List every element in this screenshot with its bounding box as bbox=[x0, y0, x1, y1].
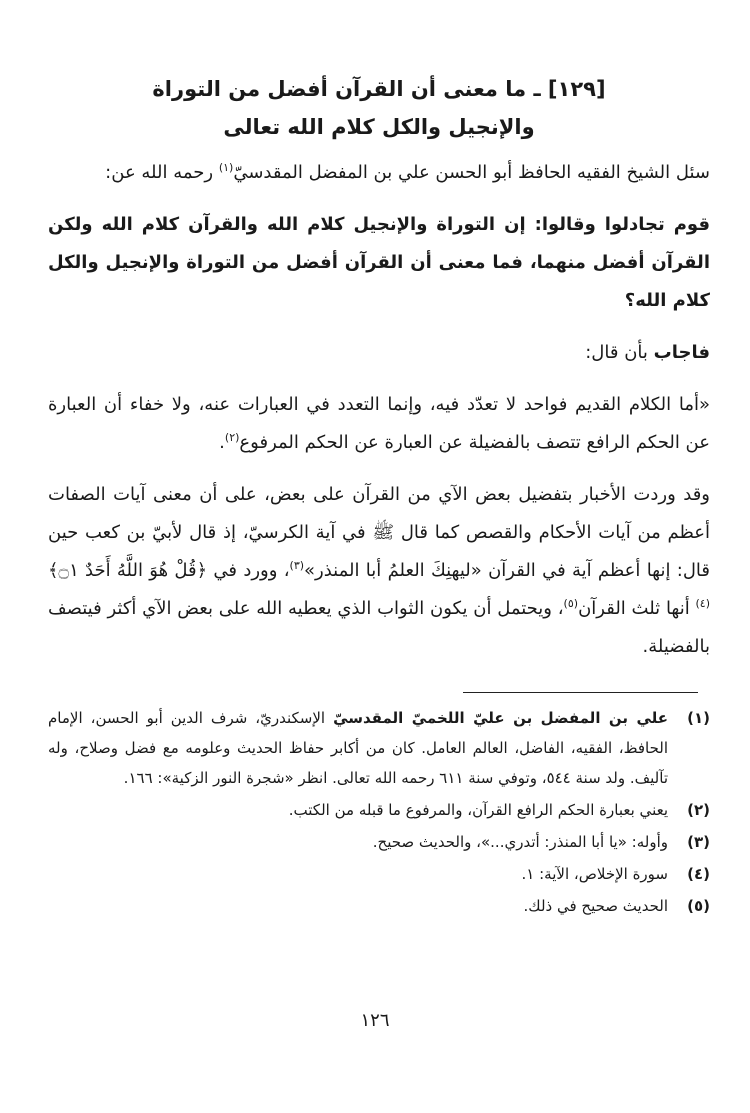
answer-intro bbox=[48, 334, 710, 372]
question-lead: سئل الشيخ الفقيه الحافظ أبو الحسن علي بن المفضل المقدسيّ bbox=[233, 162, 710, 183]
title-line-1: [١٢٩] ـ ما معنى أن القرآن أفضل من التوراة bbox=[152, 77, 606, 101]
commentary-text-4: ، ويحتمل أن يكون الثواب الذي يعطيه الله على بعض الآي أكثر فيتصف بالفضيلة. bbox=[48, 598, 710, 657]
footnote-item bbox=[48, 703, 710, 793]
footnotes bbox=[48, 703, 710, 921]
commentary-text-3: أنها ثلث القرآن bbox=[578, 598, 696, 619]
footnote-number: (٥) bbox=[687, 897, 710, 915]
answer-intro-rest: بأن قال: bbox=[585, 342, 654, 363]
footnote-body: الحديث صحيح في ذلك. bbox=[523, 897, 668, 915]
footnote-body: الإسكندريّ، شرف الدين أبو الحسن، الإمام الحافظ، الفقيه، الفاضل، العالم العامل. كان من أكابر حفاظ الحديث وعلومه مع فضل وصلاح، وله تآليف. ولد سنة ٥٤٤، وتوفي سنة ٦١١ رحمه الله تعالى. انظر «شجرة النور الزكية»: ١٦٦. bbox=[48, 709, 668, 787]
answer-tail: . bbox=[219, 432, 225, 453]
title-line-2: والإنجيل والكل كلام الله تعالى bbox=[223, 115, 535, 139]
answer-text: «أما الكلام القديم فواحد لا تعدّد فيه، وإنما التعدد في العبارات عنه، ولا خفاء أن العبارة عن الحكم الرافع تتصف بالفضيلة عن العبارة عن الحكم المرفوع bbox=[48, 394, 710, 453]
footnote-body: يعني بعبارة الحكم الرافع القرآن، والمرفوع ما قبله من الكتب. bbox=[288, 801, 668, 819]
footnote-body: وأوله: «يا أبا المنذر: أتدري...»، والحديث صحيح. bbox=[372, 833, 668, 851]
footnote-ref-5[interactable]: (٥) bbox=[563, 597, 579, 610]
question-body: قوم تجادلوا وقالوا: إن التوراة والإنجيل كلام الله والقرآن كلام الله ولكن القرآن أفضل منهما، فما معنى أن القرآن أفضل من التوراة والإنجيل والكل كلام الله؟ bbox=[48, 214, 710, 311]
footnote-ref-3[interactable]: (٣) bbox=[289, 559, 305, 572]
footnote-item bbox=[48, 859, 710, 889]
footnote-name: علي بن المفضل بن عليّ اللخميّ المقدسيّ bbox=[333, 709, 669, 727]
answer-intro-bold: فاجاب bbox=[653, 342, 710, 363]
commentary-text-1: وقد وردت الأخبار بتفضيل بعض الآي من القرآن على بعض، على أن معنى آيات الصفات أعظم من آيات الأحكام والقصص كما قال ﷺ في آية الكرسيّ، إذ قال لأبيّ بن كعب حين قال: إنها أعظم آية في القرآن «ليهنِكَ العلمُ أبا المنذر» bbox=[48, 484, 711, 581]
footnote-number: (١) bbox=[687, 709, 710, 727]
footnote-ref-1[interactable]: (١) bbox=[218, 161, 234, 174]
footnote-item bbox=[48, 827, 710, 857]
section-title bbox=[48, 70, 710, 146]
question-tail: رحمه الله عن: bbox=[105, 162, 219, 183]
answer-paragraph bbox=[48, 386, 710, 462]
commentary-text-2: ، وورد في ﴿قُلْ هُوَ اللَّهُ أَحَدٌ ۝١﴾ bbox=[48, 560, 290, 581]
page-number: ١٢٦ bbox=[360, 1010, 390, 1031]
footnote-number: (٤) bbox=[687, 865, 710, 883]
footnote-ref-4[interactable]: (٤) bbox=[695, 597, 711, 610]
footnote-ref-2[interactable]: (٢) bbox=[224, 431, 240, 444]
footnote-body: سورة الإخلاص، الآية: ١. bbox=[521, 865, 668, 883]
footnote-divider bbox=[463, 692, 698, 693]
footnote-number: (٢) bbox=[687, 801, 710, 819]
footnote-item bbox=[48, 795, 710, 825]
footnote-item bbox=[48, 891, 710, 921]
footnote-number: (٣) bbox=[687, 833, 710, 851]
question-paragraph bbox=[48, 154, 710, 192]
commentary-paragraph bbox=[48, 476, 710, 666]
footnote-text bbox=[48, 703, 668, 793]
